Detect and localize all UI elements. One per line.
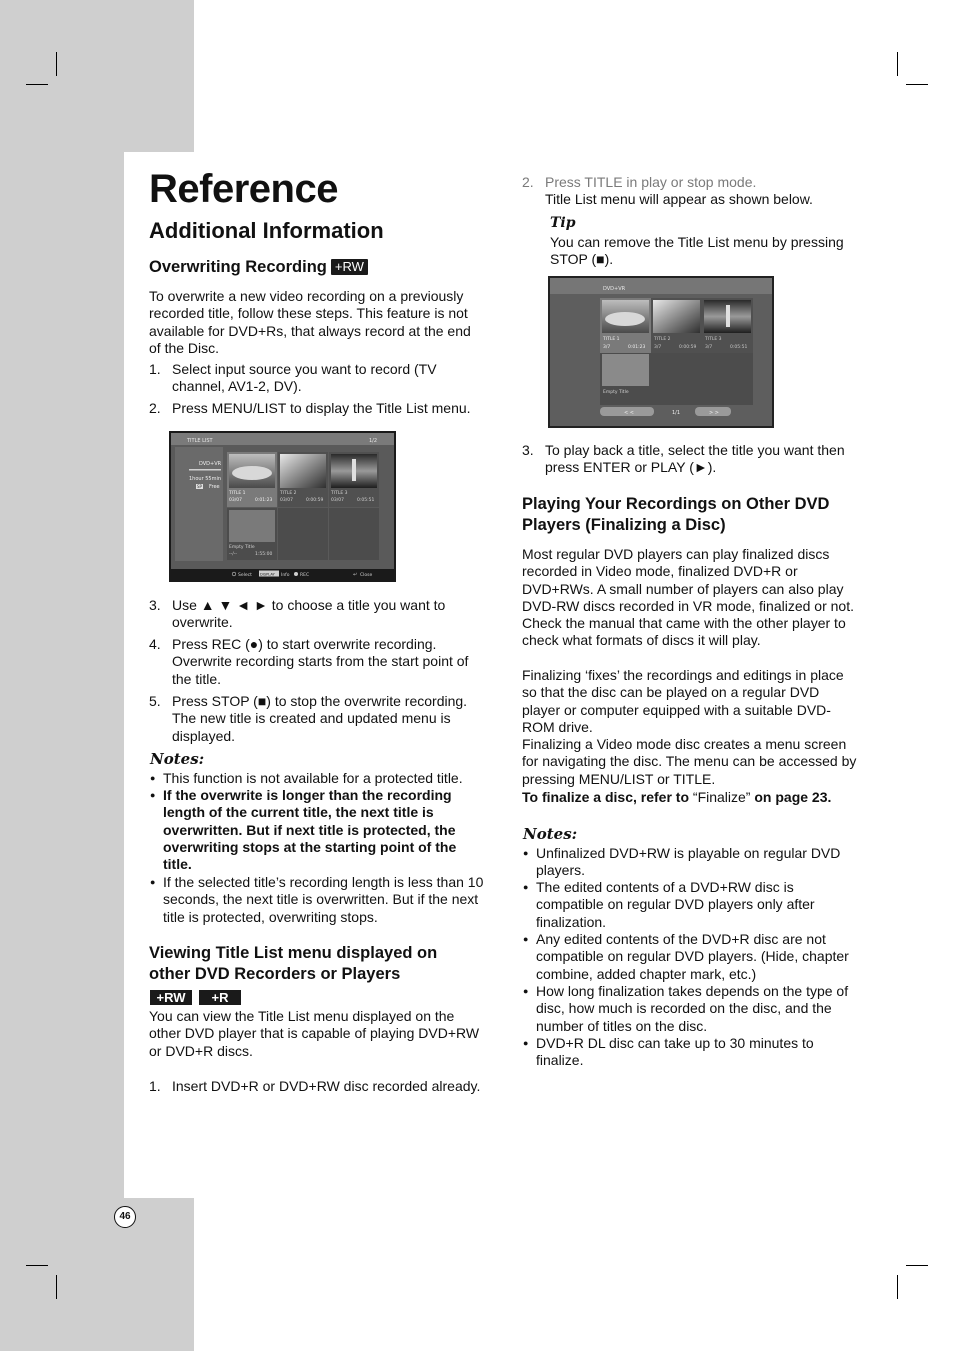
note-item: ● Unfinalized DVD+RW is playable on regular DVD players. bbox=[536, 845, 840, 880]
screen2-title-date: 3/7 bbox=[654, 345, 662, 350]
note-item: ● If the overwrite is longer than the recording length of the current title, the next title is overwritten. But if next title is protected, the overwriting stops at the starting point of the title. bbox=[163, 787, 456, 873]
crop-mark bbox=[906, 1265, 928, 1266]
note-item: ● Any edited contents of the DVD+R disc are not compatible on regular DVD players. (Hide, chapter combine, added chapter mark, etc.) bbox=[536, 931, 849, 983]
page-title: Reference bbox=[149, 167, 338, 211]
rw-badge: +RW bbox=[331, 259, 368, 275]
margin-band-top bbox=[0, 0, 194, 152]
page-number: 46 bbox=[114, 1206, 136, 1228]
screen1-remain: 1hour 55min bbox=[189, 476, 222, 482]
note-item: ● If the selected title’s recording length is less than 10 seconds, the next title is overwritten. But if the next title is protected, overwriting stops. bbox=[163, 874, 483, 926]
crop-mark bbox=[26, 84, 48, 85]
screen2-title-name: TITLE 1 bbox=[603, 337, 620, 342]
screen1-title-time: 0:05:51 bbox=[357, 498, 375, 503]
screen1-empty-time: 1:55:00 bbox=[255, 552, 273, 557]
overwriting-intro: To overwrite a new video recording on a previously recorded title, follow these steps. This feature is not available for DVD+Rs, that always record at the end of the Disc. bbox=[149, 288, 471, 356]
finalize-reference: To finalize a disc, refer to “Finalize” on page 23. bbox=[522, 789, 832, 805]
overwriting-heading: Overwriting Recording +RW bbox=[149, 257, 368, 278]
title-menu-screenshot bbox=[548, 276, 774, 428]
screen1-title-name: TITLE 3 bbox=[331, 491, 348, 496]
screen1-title-time: 0:01:23 bbox=[255, 498, 273, 503]
screen2-title-name: TITLE 2 bbox=[654, 337, 671, 342]
screen1-footer-rec: REC bbox=[300, 573, 310, 578]
screen1-footer-info: Info bbox=[281, 573, 290, 578]
screen2-title-time: 0:05:51 bbox=[730, 345, 748, 350]
screen2-title-date: 3/7 bbox=[603, 345, 611, 350]
screen1-footer-display: DISPLAY bbox=[260, 572, 275, 577]
section-title: Additional Information bbox=[149, 218, 384, 243]
crop-mark bbox=[26, 1265, 48, 1266]
finalizing-para-1: Most regular DVD players can play finalized discs recorded in Video mode, finalized DVD+R or DVD+RWs. A small number of players can also play DVD-RW discs recorded in VR mode, finalized or not. Check the manual that came with the other player to check what formats of discs it will play. bbox=[522, 546, 854, 649]
screen1-disc: DVD+VR bbox=[199, 461, 222, 467]
screen1-title-date: 03/07 bbox=[280, 498, 293, 503]
screen2-prev: < < bbox=[624, 410, 634, 416]
note-item: ● DVD+R DL disc can take up to 30 minutes to finalize. bbox=[536, 1035, 814, 1070]
crop-mark bbox=[906, 84, 928, 85]
screen2-title-time: 0:01:23 bbox=[628, 345, 646, 350]
finalizing-heading: Playing Your Recordings on Other DVD Players (Finalizing a Disc) bbox=[522, 495, 830, 534]
margin-band-bottom bbox=[0, 1198, 194, 1351]
rw-badge: +RW bbox=[150, 990, 192, 1005]
screen1-title-date: 03/07 bbox=[331, 498, 344, 503]
finalizing-para-2: Finalizing ‘fixes’ the recordings and editings in place so that the disc can be played on a regular DVD player or computer equipped with a suitable DVD- ROM drive. Finalizing a Video mode disc creates a menu screen for navigating the disc. The menu can be accessed by pressing MENU/LIST or TITLE. bbox=[522, 667, 857, 787]
screen1-title-time: 0:00:59 bbox=[306, 498, 324, 503]
screen1-footer-close: Close bbox=[360, 573, 373, 578]
screen1-header-left: TITLE LIST bbox=[187, 438, 213, 444]
screen2-title-date: 3/7 bbox=[705, 345, 713, 350]
r-badge: +R bbox=[199, 990, 241, 1005]
note-item: ● How long finalization takes depends on the type of disc, how much is recorded on the disc, and the number of titles on the disc. bbox=[536, 983, 848, 1035]
screen2-title-name: TITLE 3 bbox=[705, 337, 722, 342]
crop-mark bbox=[56, 52, 57, 76]
notes-heading: Notes: bbox=[150, 750, 205, 768]
crop-mark bbox=[56, 1275, 57, 1299]
crop-mark bbox=[897, 52, 898, 76]
tip-heading: Tip bbox=[550, 215, 576, 231]
notes-heading: Notes: bbox=[523, 825, 578, 843]
screen1-free: Free bbox=[209, 484, 220, 490]
margin-band-left bbox=[0, 152, 124, 1198]
screen1-footer-select: Select bbox=[238, 573, 252, 578]
title-list-screenshot bbox=[169, 431, 396, 582]
screen1-sp: SP bbox=[197, 484, 202, 489]
viewing-intro: You can view the Title List menu displayed on the other DVD player that is capable of playing DVD+RW or DVD+R discs. bbox=[149, 1008, 480, 1059]
tip-text: You can remove the Title List menu by pressing STOP (■). bbox=[550, 234, 844, 268]
screen1-empty-title: Empty Title bbox=[229, 545, 255, 550]
screen1-title-date: 03/07 bbox=[229, 498, 242, 503]
note-item: ● The edited contents of a DVD+RW disc is compatible on regular DVD players only after finalization. bbox=[536, 879, 815, 931]
screen1-footer-close-icon: ↵ bbox=[353, 572, 358, 578]
screen2-page: 1/1 bbox=[672, 410, 681, 416]
screen2-empty-title: Empty Title bbox=[603, 390, 629, 395]
screen1-title-name: TITLE 2 bbox=[280, 491, 297, 496]
screen2-title-time: 0:00:59 bbox=[679, 345, 697, 350]
viewing-heading: Viewing Title List menu displayed on other DVD Recorders or Players bbox=[149, 944, 438, 983]
screen1-empty-date: --/-- bbox=[229, 552, 238, 557]
screen1-title-name: TITLE 1 bbox=[229, 491, 246, 496]
crop-mark bbox=[897, 1275, 898, 1299]
note-item: ● This function is not available for a protected title. bbox=[163, 770, 463, 787]
screen1-header-right: 1/2 bbox=[369, 438, 378, 444]
screen2-next: > > bbox=[709, 410, 719, 416]
screen2-disc: DVD+VR bbox=[603, 286, 626, 292]
